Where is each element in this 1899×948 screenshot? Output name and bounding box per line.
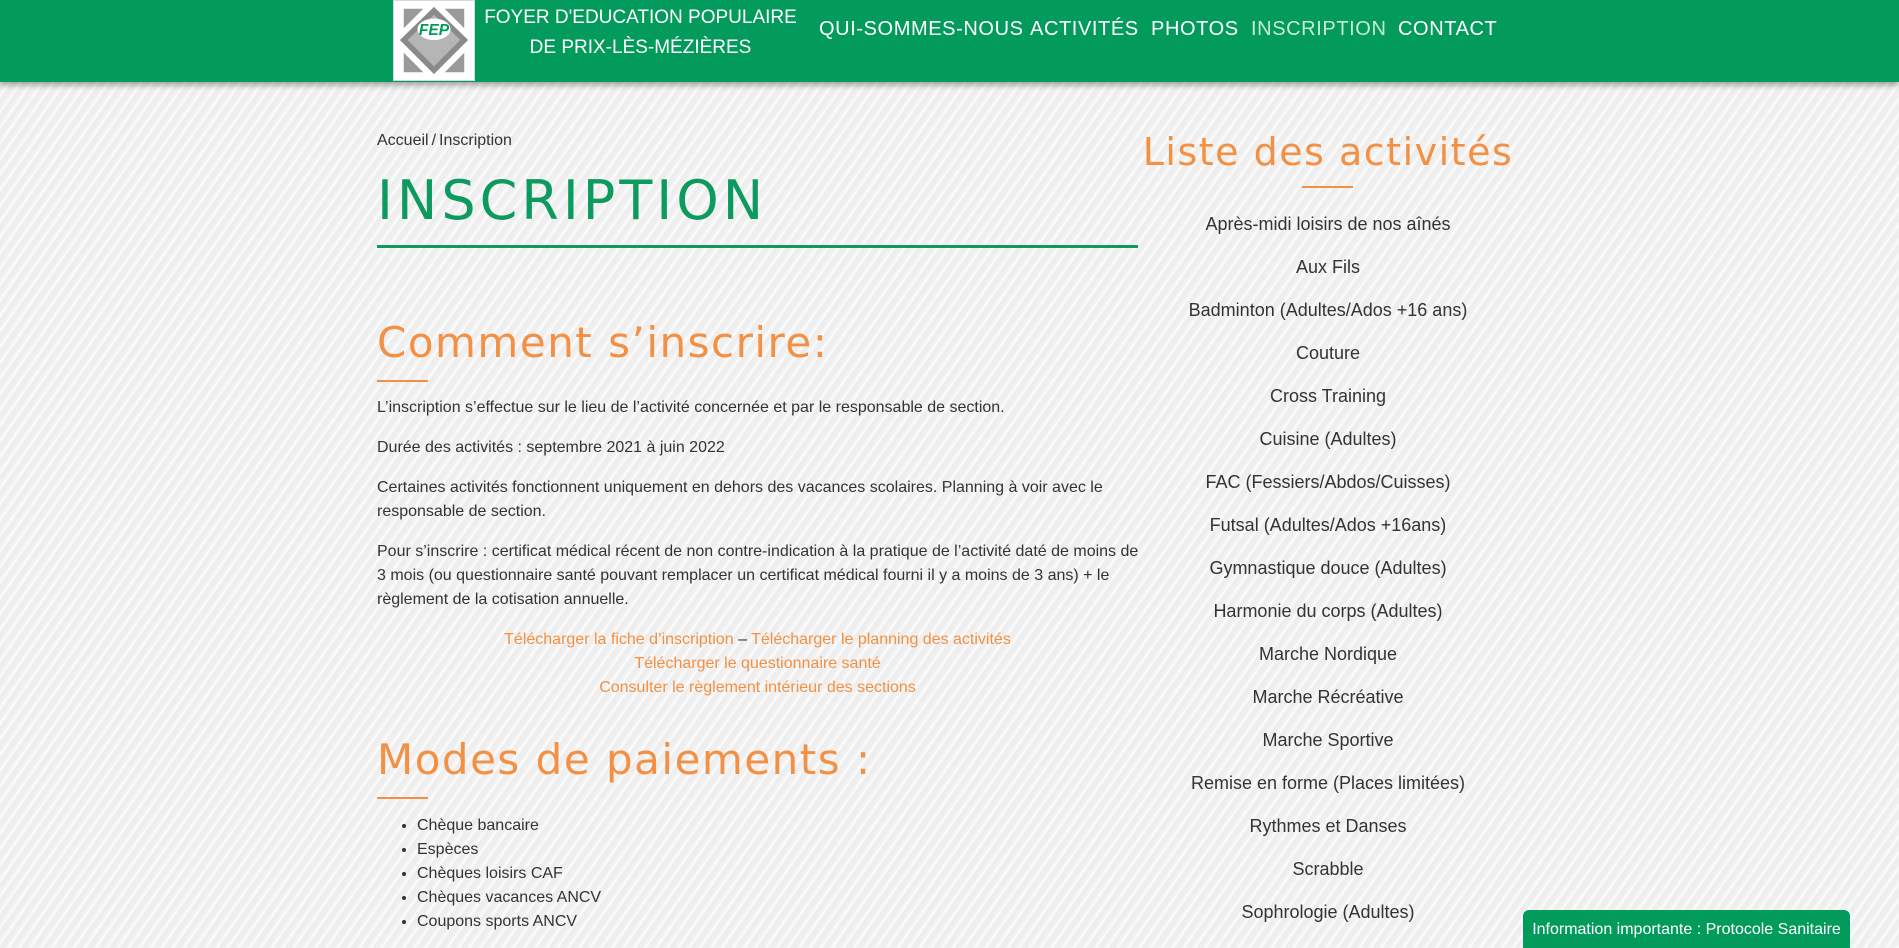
payment-method-item: • Coupons sports ANCV [417,910,601,934]
site-title-line2: DE PRIX-LÈS-MÉZIÈRES [529,37,752,58]
activity-link[interactable]: Remise en forme (Places limitées) [1190,773,1466,793]
payment-method-item: • Chèques loisirs CAF [417,862,601,886]
paragraph-duree: Durée des activités : septembre 2021 à juin 2022 [377,439,725,456]
payment-method-item: • Espèces [417,838,601,862]
breadcrumb [377,132,512,150]
activity-link[interactable]: Couture [1295,343,1361,363]
site-title-line1: FOYER D'EDUCATION POPULAIRE [484,7,797,28]
nav-item-activites[interactable]: ACTIVITÉS [1030,18,1139,40]
activity-link[interactable]: Scrabble [1292,859,1364,879]
payment-method-item: • Chèque bancaire [417,814,601,838]
reglement-link[interactable]: Consulter le règlement intérieur des sections [599,679,916,696]
paragraph-lieu: L’inscription s’effectue sur le lieu de l’activité concernée et par le responsable de section. [377,399,1005,416]
protocole-sanitaire-banner[interactable]: Information importante : Protocole Sanitaire [1523,910,1850,948]
activity-link[interactable]: Aux Fils [1295,257,1360,277]
page-title: INSCRIPTION [377,169,768,232]
nav-item-contact[interactable]: CONTACT [1398,18,1498,40]
activity-link[interactable]: Marche Sportive [1262,730,1394,750]
payment-methods-list [417,814,601,934]
breadcrumb-home-link[interactable]: Accueil [377,132,429,149]
activity-link[interactable]: Après-midi loisirs de nos aînés [1205,214,1451,234]
activity-link[interactable]: Rythmes et Danses [1249,816,1407,836]
activity-link[interactable]: Marche Récréative [1252,687,1404,707]
links-dash: – [738,631,747,648]
activity-link[interactable]: Badminton (Adultes/Ados +16 ans) [1188,300,1468,320]
section-heading-underline [377,380,428,382]
paragraph-certificat: Pour s’inscrire : certificat médical récent de non contre-indication à la pratique de l’activité daté de moins de 3 mois (ou questionnaire santé pouvant remplacer un certificat médical fourni il y a moins de 3 ans) + le règlement de la cotisation annuelle. [377,543,1139,608]
sidebar-title: Liste des activités [1142,130,1514,174]
payment-method-item: • Chèques vacances ANCV [417,886,601,910]
nav-item-inscription[interactable]: INSCRIPTION [1251,18,1387,40]
activities-list [1128,210,1528,941]
section-heading-underline [377,797,428,799]
activity-link[interactable]: Cuisine (Adultes) [1259,429,1397,449]
activity-link[interactable]: Gymnastique douce (Adultes) [1209,558,1447,578]
section-heading-paiements: Modes de paiements : [377,735,872,784]
title-divider [377,245,1138,248]
site-header [0,0,1899,82]
activity-link[interactable]: FAC (Fessiers/Abdos/Cuisses) [1205,472,1451,492]
main-nav [0,18,1899,48]
breadcrumb-current: Inscription [439,132,512,149]
section-heading-inscription: Comment s’inscrire: [377,318,829,367]
download-questionnaire-link[interactable]: Télécharger le questionnaire santé [634,655,881,672]
sidebar-title-underline [1302,186,1353,188]
breadcrumb-separator: / [431,132,437,149]
download-fiche-link[interactable]: Télécharger la fiche d’inscription [504,631,734,648]
activity-link[interactable]: Futsal (Adultes/Ados +16ans) [1209,515,1447,535]
activity-link[interactable]: Harmonie du corps (Adultes) [1213,601,1443,621]
download-links [377,628,1138,700]
nav-item-photos[interactable]: PHOTOS [1151,18,1239,40]
paragraph-vacances: Certaines activités fonctionnent uniquement en dehors des vacances scolaires. Planning à voir avec le responsable de section. [377,479,1103,520]
activity-link[interactable]: Sophrologie (Adultes) [1241,902,1415,922]
activity-link[interactable]: Cross Training [1269,386,1387,406]
activity-link[interactable]: Marche Nordique [1258,644,1398,664]
svg-text:FEP: FEP [418,22,450,40]
download-planning-link[interactable]: Télécharger le planning des activités [751,631,1011,648]
nav-item-qui-sommes-nous[interactable]: QUI-SOMMES-NOUS [819,18,1024,40]
